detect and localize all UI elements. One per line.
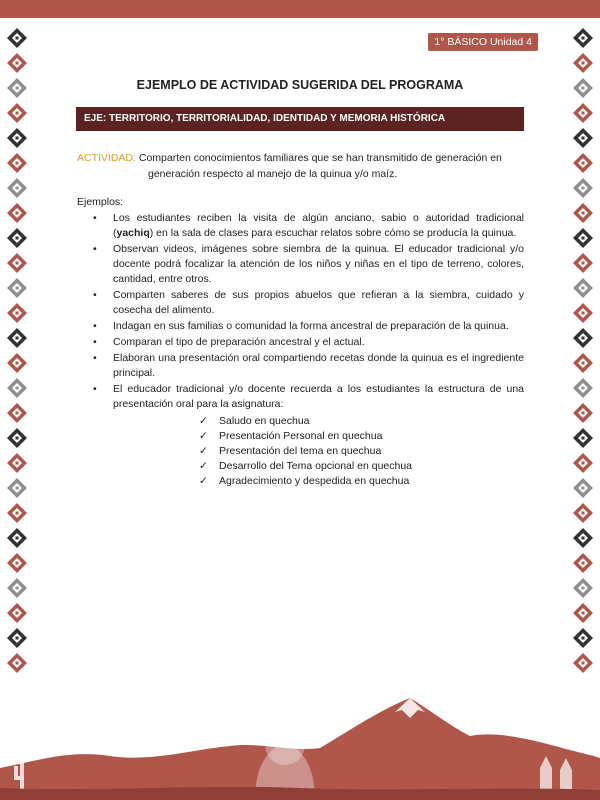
check-icon: ✓ [199, 415, 208, 427]
diamond-motif-icon [573, 203, 593, 223]
diamond-motif-icon [7, 28, 27, 48]
grade-unit-badge: 1° BÁSICO Unidad 4 [428, 33, 538, 51]
bullet-icon: • [93, 383, 97, 395]
list-item [77, 211, 524, 241]
checklist-item-text: Saludo en quechua [219, 415, 310, 427]
bullet-icon: • [93, 289, 97, 301]
check-icon: ✓ [199, 475, 208, 487]
diamond-motif-icon [573, 153, 593, 173]
diamond-motif-icon [573, 303, 593, 323]
activity-paragraph [77, 151, 523, 182]
right-decorative-border [572, 28, 594, 690]
landscape-illustration [0, 690, 600, 800]
diamond-motif-icon [7, 128, 27, 148]
checklist-item-text: Presentación Personal en quechua [219, 430, 383, 442]
diamond-motif-icon [7, 328, 27, 348]
diamond-motif-icon [7, 453, 27, 473]
diamond-motif-icon [7, 503, 27, 523]
diamond-motif-icon [7, 528, 27, 548]
list-item [77, 382, 524, 489]
diamond-motif-icon [573, 478, 593, 498]
diamond-motif-icon [7, 378, 27, 398]
list-item [77, 319, 524, 334]
list-item-text: Comparten saberes de sus propios abuelos que refieran a la siembra, cuidado y cosecha del alimento. [113, 289, 524, 316]
diamond-motif-icon [7, 303, 27, 323]
diamond-motif-icon [573, 53, 593, 73]
diamond-motif-icon [7, 428, 27, 448]
top-band [0, 0, 600, 18]
check-icon: ✓ [199, 430, 208, 442]
diamond-motif-icon [7, 178, 27, 198]
list-item [77, 288, 524, 318]
list-item [77, 351, 524, 381]
bullet-icon: • [93, 243, 97, 255]
diamond-motif-icon [573, 328, 593, 348]
diamond-motif-icon [573, 128, 593, 148]
diamond-motif-icon [573, 578, 593, 598]
examples-label: Ejemplos: [77, 196, 124, 208]
diamond-motif-icon [573, 553, 593, 573]
list-item [77, 242, 524, 287]
list-item-bold-term: yachiq [116, 227, 150, 239]
checklist-item [113, 414, 524, 429]
checklist-item [113, 459, 524, 474]
diamond-motif-icon [7, 353, 27, 373]
diamond-motif-icon [573, 428, 593, 448]
check-icon: ✓ [199, 445, 208, 457]
activity-line-1: Comparten conocimientos familiares que se han transmitido de generación en [138, 152, 502, 164]
diamond-motif-icon [573, 603, 593, 623]
document-title: EJEMPLO DE ACTIVIDAD SUGERIDA DEL PROGRAMA [136, 78, 464, 92]
diamond-motif-icon [7, 578, 27, 598]
diamond-motif-icon [7, 653, 27, 673]
diamond-motif-icon [573, 353, 593, 373]
checklist-item-text: Desarrollo del Tema opcional en quechua [219, 460, 413, 472]
diamond-motif-icon [573, 103, 593, 123]
diamond-motif-icon [573, 378, 593, 398]
list-item-text: Observan videos, imágenes sobre siembra de la quinua. El educador tradicional y/o docente podrá focalizar la atención de los niños y niñas en el tipo de terreno, colores, cantidad, entre otros. [113, 243, 524, 285]
diamond-motif-icon [573, 228, 593, 248]
diamond-motif-icon [7, 203, 27, 223]
checklist-item [113, 444, 524, 459]
examples-list [77, 211, 524, 490]
activity-label: ACTIVIDAD: [77, 152, 136, 164]
diamond-motif-icon [573, 653, 593, 673]
diamond-motif-icon [7, 153, 27, 173]
diamond-motif-icon [573, 28, 593, 48]
diamond-motif-icon [573, 453, 593, 473]
diamond-motif-icon [7, 403, 27, 423]
list-item-text: Indagan en sus familias o comunidad la forma ancestral de preparación de la quinua. [113, 320, 509, 332]
diamond-motif-icon [7, 628, 27, 648]
diamond-motif-icon [7, 228, 27, 248]
list-item [77, 335, 524, 350]
checklist-item-text: Agradecimiento y despedida en quechua [219, 475, 410, 487]
check-icon: ✓ [199, 460, 208, 472]
diamond-motif-icon [7, 253, 27, 273]
activity-line-2: generación respecto al manejo de la quinua y/o maíz. [148, 167, 398, 180]
diamond-motif-icon [573, 403, 593, 423]
diamond-motif-icon [7, 603, 27, 623]
left-decorative-border [6, 28, 28, 690]
diamond-motif-icon [7, 478, 27, 498]
diamond-motif-icon [573, 253, 593, 273]
list-item-text: El educador tradicional y/o docente recuerda a los estudiantes la estructura de una presentación oral para la asignatura: [113, 383, 524, 410]
diamond-motif-icon [573, 628, 593, 648]
checklist-item [113, 474, 524, 489]
bullet-icon: • [93, 320, 97, 332]
bullet-icon: • [93, 212, 97, 224]
diamond-motif-icon [573, 278, 593, 298]
presentation-checklist [113, 414, 524, 489]
diamond-motif-icon [573, 503, 593, 523]
list-item-text: Los estudiantes reciben la visita de algún anciano, sabio o autoridad tradicional ( [113, 212, 524, 239]
list-item-text: Elaboran una presentación oral compartiendo recetas donde la quinua es el ingrediente principal. [113, 352, 524, 379]
bullet-icon: • [93, 336, 97, 348]
list-item-text: Comparan el tipo de preparación ancestral y el actual. [113, 336, 365, 348]
checklist-item-text: Presentación del tema en quechua [219, 445, 382, 457]
checklist-item [113, 429, 524, 444]
diamond-motif-icon [7, 53, 27, 73]
diamond-motif-icon [7, 103, 27, 123]
list-item-text: ) en la sala de clases para escuchar relatos sobre cómo se producía la quinua. [149, 227, 517, 239]
diamond-motif-icon [7, 553, 27, 573]
diamond-motif-icon [573, 528, 593, 548]
diamond-motif-icon [573, 178, 593, 198]
eje-heading: EJE: TERRITORIO, TERRITORIALIDAD, IDENTIDAD Y MEMORIA HISTÓRICA [76, 107, 524, 131]
bullet-icon: • [93, 352, 97, 364]
diamond-motif-icon [7, 278, 27, 298]
